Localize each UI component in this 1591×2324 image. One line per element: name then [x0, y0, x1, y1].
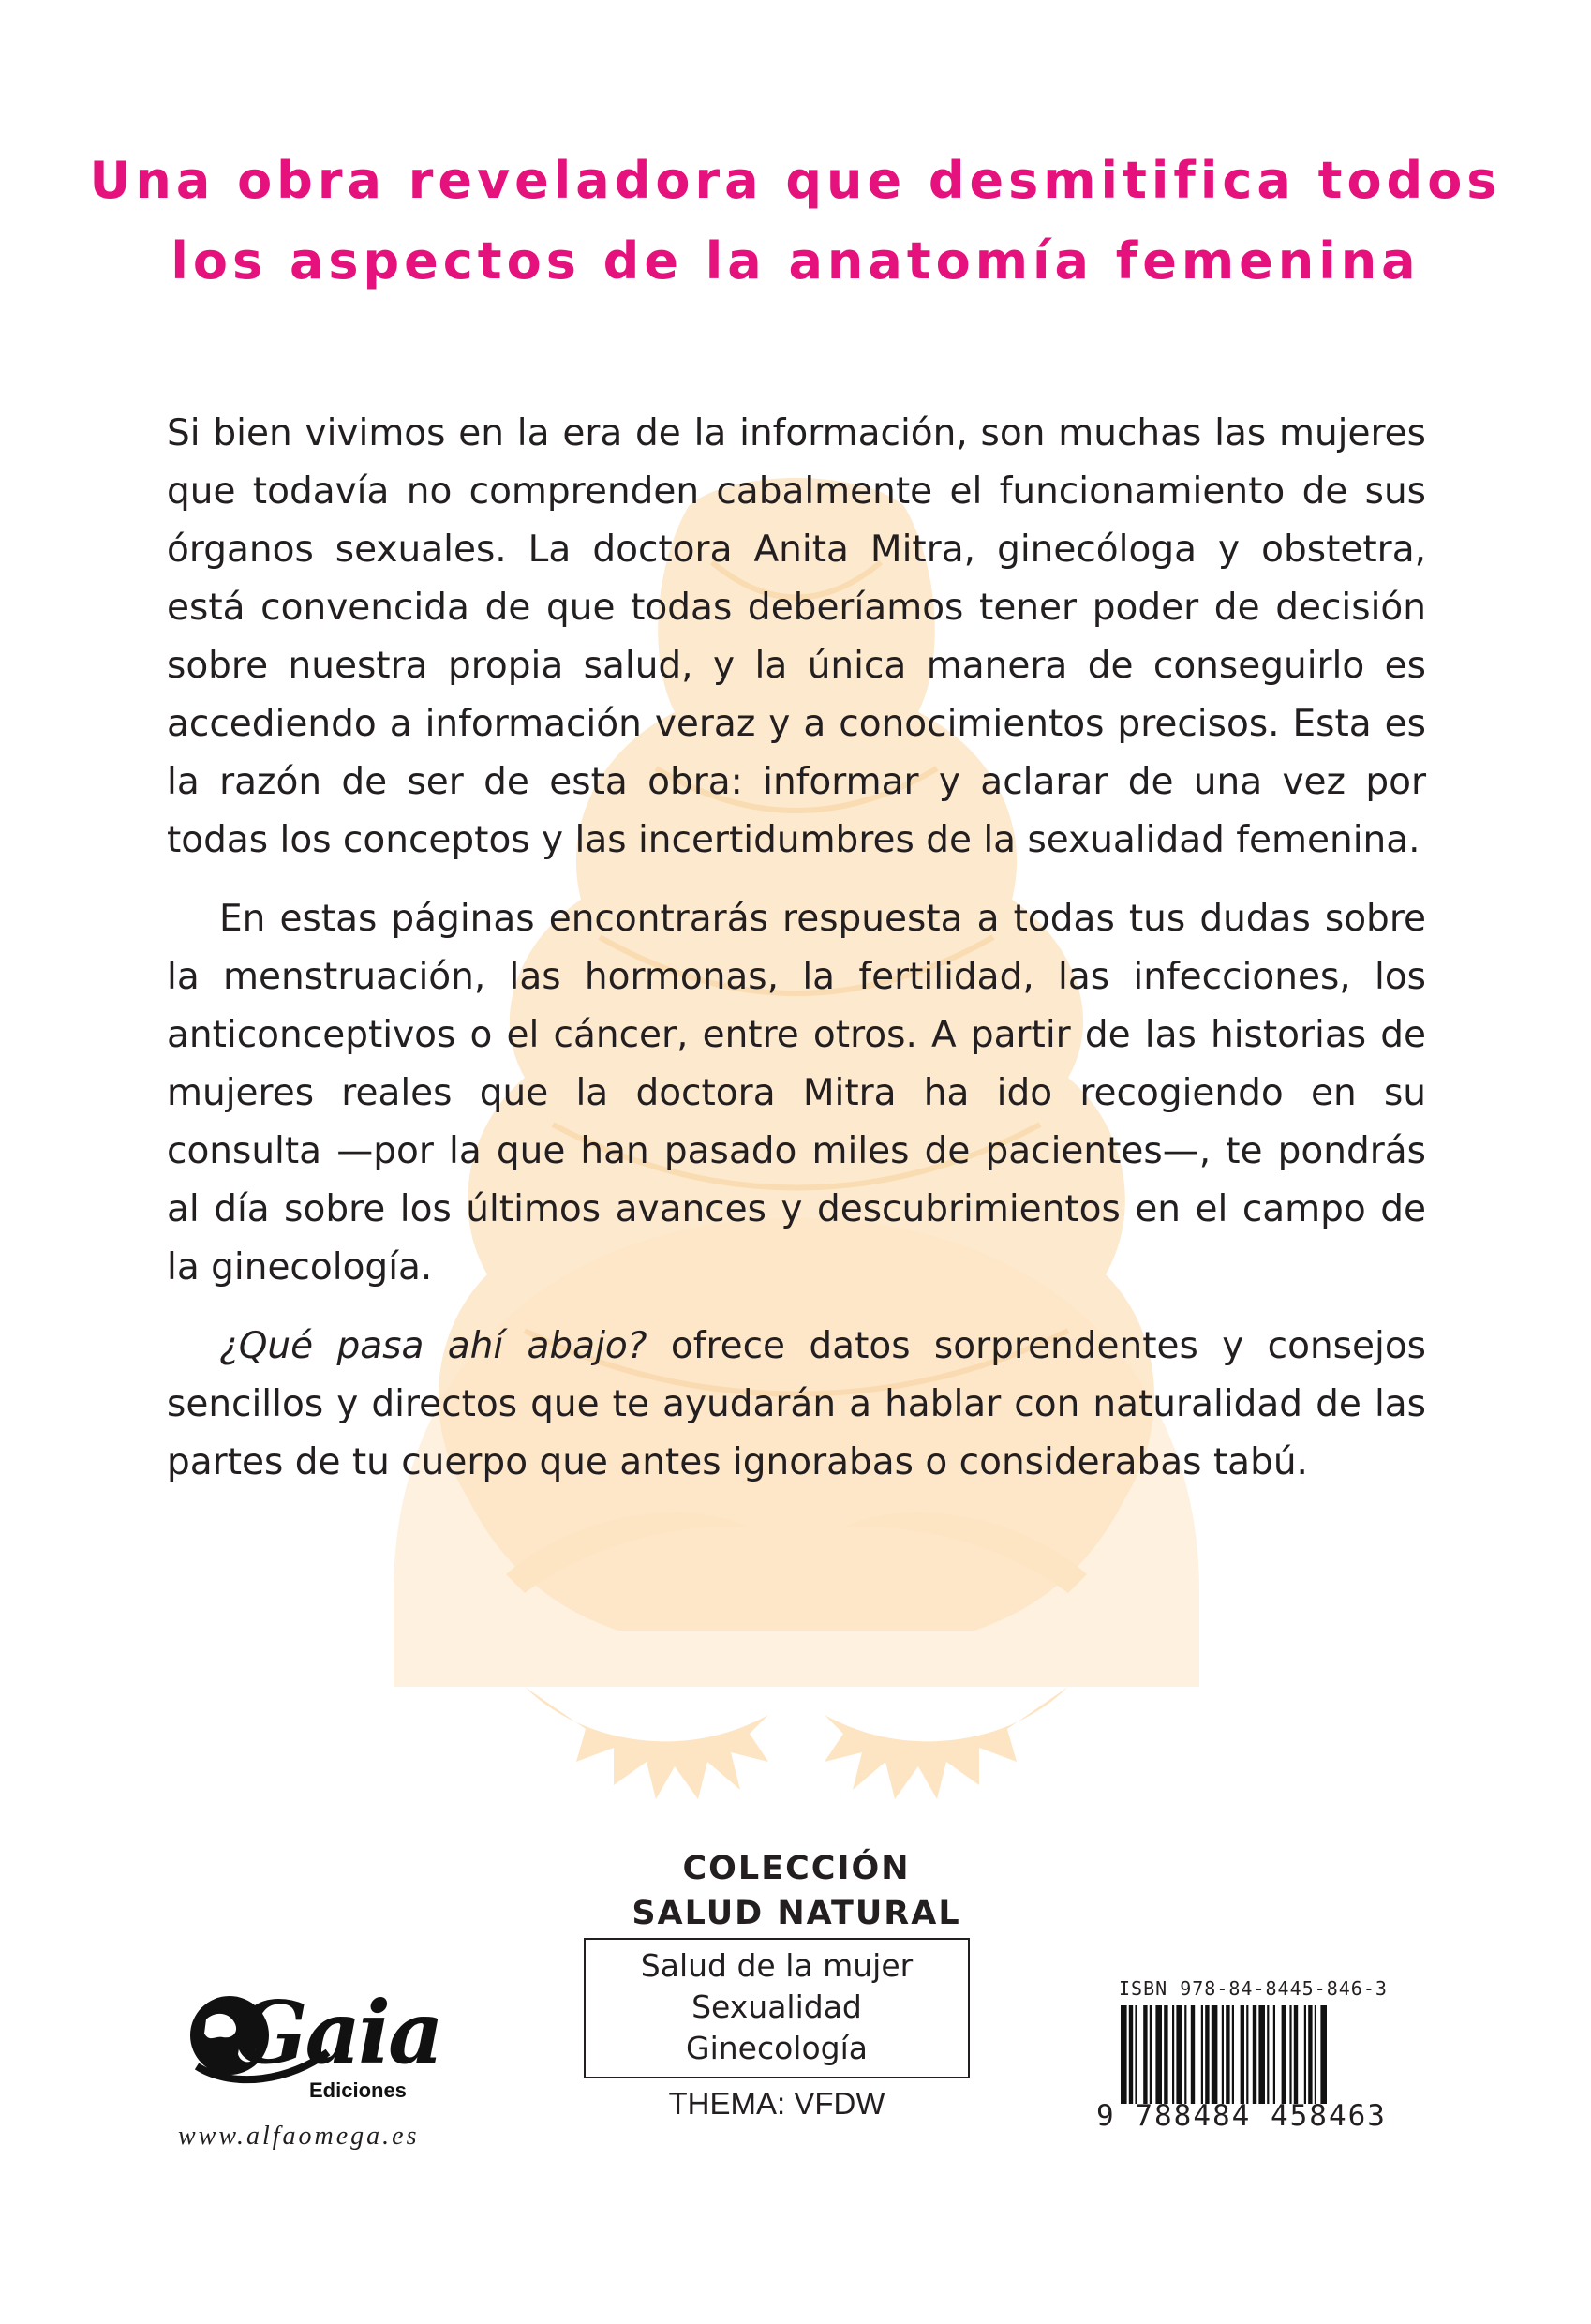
barcode-bar	[1135, 2005, 1137, 2104]
barcode-bar	[1212, 2005, 1218, 2104]
right-eye-lashes	[825, 1687, 1068, 1799]
barcode-bar	[1176, 2005, 1182, 2104]
barcode-bar	[1201, 2005, 1203, 2104]
synopsis-paragraph-3-text: ofrece datos sorprendentes y consejos sencillos y directos que te ayudarán a hablar con naturalidad de las partes de tu cuerpo que antes ignorabas o considerabas tabú.	[167, 1325, 1426, 1483]
headline	[0, 141, 1591, 302]
headline-line-2: los aspectos de la anatomía femenina	[171, 231, 1420, 290]
barcode-bar	[1164, 2005, 1167, 2104]
synopsis	[167, 405, 1426, 1512]
barcode-bar	[1226, 2005, 1229, 2104]
barcode-bar	[1121, 2005, 1127, 2104]
barcode-bar	[1320, 2005, 1327, 2104]
synopsis-paragraph-2: En estas páginas encontrarás respuesta a todas tus dudas sobre la menstruación, las hormonas, la fertilidad, las infecciones, los anticonceptivos o el cáncer, entre otros. A partir de las historias de mujeres reales que la doctora Mitra ha ido recogiendo en su consulta —por la que han pasado miles de pacientes—, te pondrás al día sobre los últimos avances y descubrimientos en el campo de la ginecología.	[167, 898, 1426, 1289]
barcode-bar	[1150, 2005, 1152, 2104]
barcode-bar	[1143, 2005, 1147, 2104]
left-eye-lashes	[525, 1687, 768, 1799]
collection-line-1: COLECCIÓN	[682, 1850, 911, 1887]
book-title-italic: ¿Qué pasa ahí abajo?	[219, 1325, 647, 1367]
barcode-bar	[1267, 2005, 1269, 2104]
synopsis-paragraph-1: Si bien vivimos en la era de la información, son muchas las mujeres que todavía no comprenden cabalmente el funcionamiento de sus órganos sexuales. La doctora Anita Mitra, ginecóloga y obstetra, está convencida de que todas deberíamos tener poder de decisión sobre nuestra propia salud, y la única manera de conseguirlo es accediendo a información veraz y a conocimientos precisos. Esta es la razón de ser de esta obra: informar y aclarar de una vez por todas los conceptos y las incertidumbres de la sexualidad femenina.	[167, 412, 1426, 861]
topic-item: Ginecología	[686, 2030, 868, 2066]
synopsis-paragraph-3	[167, 1318, 1426, 1492]
barcode-bar	[1289, 2005, 1291, 2104]
barcode-bar	[1155, 2005, 1162, 2104]
isbn-label: ISBN 978-84-8445-846-3	[1119, 1977, 1388, 2000]
barcode-bar	[1172, 2005, 1174, 2104]
topics-box	[584, 1938, 970, 2078]
barcode-bar	[1253, 2005, 1256, 2104]
barcode-bar	[1273, 2005, 1275, 2104]
barcode-icon	[1117, 2005, 1398, 2104]
publisher-website[interactable]: www.alfaomega.es	[178, 2122, 420, 2151]
publisher-logo-subtitle: Ediciones	[309, 2078, 407, 2102]
collection-line-2: SALUD NATURAL	[632, 1895, 961, 1932]
barcode-bar	[1232, 2005, 1234, 2104]
barcode-bar	[1308, 2005, 1312, 2104]
barcode-bar	[1191, 2005, 1195, 2104]
barcode-bar	[1294, 2005, 1298, 2104]
barcode-bar	[1282, 2005, 1286, 2104]
barcode-bar	[1129, 2005, 1133, 2104]
topic-item: Salud de la mujer	[640, 1947, 914, 1984]
barcode-bar	[1315, 2005, 1316, 2104]
collection-title	[581, 1846, 1012, 1936]
barcode-digits: 9 788484 458463	[1096, 2099, 1387, 2133]
thema-code: THEMA: VFDW	[668, 2086, 885, 2121]
publisher-logo-text: Gaia	[234, 1982, 441, 2083]
barcode-bar	[1304, 2005, 1306, 2104]
barcode-bar	[1246, 2005, 1248, 2104]
headline-line-1: Una obra reveladora que desmitifica todos	[89, 151, 1502, 210]
barcode-bar	[1222, 2005, 1224, 2104]
barcode-bar	[1258, 2005, 1265, 2104]
barcode-bar	[1241, 2005, 1244, 2104]
barcode-bar	[1205, 2005, 1209, 2104]
topic-item: Sexualidad	[691, 1989, 862, 2025]
barcode-bar	[1184, 2005, 1186, 2104]
